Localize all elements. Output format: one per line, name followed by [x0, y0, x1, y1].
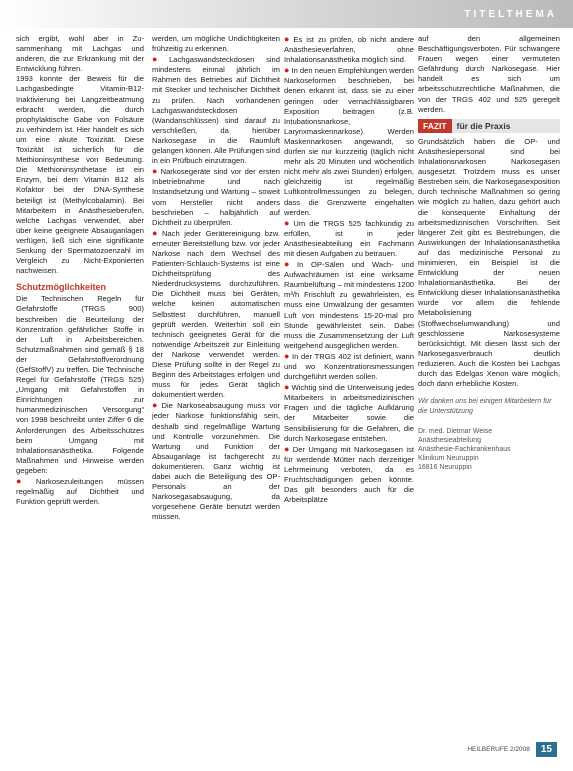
bullet-icon: ●: [16, 476, 34, 487]
bullet-icon: ●: [284, 259, 296, 270]
bullet-icon: ●: [152, 54, 168, 65]
acknowledgement: Wir danken uns bei einigen Mitarbeitern für die Unterstützung: [418, 398, 552, 416]
fazit-subtitle: für die Praxis: [452, 119, 560, 133]
bullet-icon: ●: [284, 443, 291, 454]
bullet-icon: ●: [284, 350, 291, 361]
bullet-icon: ●: [284, 65, 290, 76]
fazit-header: [418, 119, 560, 133]
column-2: [152, 34, 280, 734]
bullet-icon: ●: [152, 227, 160, 238]
column-1: [16, 34, 144, 734]
author-address: Dr. med. Dietmar Weise Anästhesieabteilung Anästhesie-Fachkrankenhaus Klinikum Neuruppin 16816 Neuruppin: [418, 428, 511, 472]
paragraph: 1993 konnte der Beweis für die Lachgasbedingte Vitamin-B12-Inaktivierung bei Langzeitbeatmung erbracht werden, die durch prophylaktische Gabe von Folsäure zu verhindern ist. Hier handelt es sich um eine akute Toxizität. Diese Toxizität ist sicherlich für die Methioninsynthese von Bedeutung. Die Methioninsynthetase ist ein Enzym, bei dem Vitamin B12 als Kofaktor bei der DNA-Synthese beteiligt ist (Methylcobalamin). Bei Mitarbeitern in Anästhesieberufen, welche Lachgas verwendet, aber über keine geeignete Absauganlagen verfügen, ließ sich eine signifikante Senkung der Spermatozoenzahl im Vergleich zu Nicht-Exponierten nachweisen.: [16, 74, 144, 276]
bullet-item: ● Die Narkoseabsaugung muss vor jeder Narkose funktionsfähig sein, deshalb sind regelmäßige Wartung und Kontrolle vorzunehmen. Die Wartung und Funktion der Absauganlage ist fachgerecht zu dokumentieren. Ganz wichtig ist dabei auch die Beteiligung des OP-Personals an der Narkosegasabsaugung, da vorgesehene Geräte benutzt werden müssen.: [152, 400, 280, 522]
subheading-schutz: Schutzmöglichkeiten: [16, 282, 107, 293]
bullet-item: ● In der TRGS 402 ist definiert, wann und wo Konzentrationsmessungen durchgeführt werden sollen.: [284, 350, 414, 382]
bullet-icon: ●: [152, 400, 160, 411]
paragraph: werden, um mögliche Undichtigkeiten frühzeitig zu erkennen.: [152, 34, 280, 54]
bullet-item: ● In den neuen Empfehlungen werden Narkoseformen beschrieben, bei denen erkannt ist, dass sie zu einer geringen oder vernachlässigbaren Exposition beitragen (z.B. Intubationsnarkose, Larynxmaskennarkose). Werden Maskennarkosen angewandt, so dürfen sie nur kurzzeitig (täglich nicht mehr als 20 Minuten und wöchentlich nicht mehr als zwei Stunden) erfolgen, gleichzeitig ist regelmäßig Luftkontrollmessungen zu belegen, dass die Grenzwerte eingehalten werden.: [284, 65, 414, 217]
paragraph: sich ergibt, wohl aber in Zu-sammenhang mit Lachgas und anderen, die zur Erkrankung mit der Entwicklung führen.: [16, 34, 144, 74]
bullet-icon: ●: [152, 166, 159, 177]
bullet-item: ● Wichtig sind die Unterweisung jedes Mitarbeiters in arbeitsmedizinischen Fragen und die tägliche Aufklärung der Mitarbeiter sowie die Sensibilisierung für die Gefahren, die durch Narkosegase entstehen.: [284, 382, 414, 443]
page-number: 15: [536, 742, 557, 757]
bullet-item: ● Es ist zu prüfen, ob nicht andere Anästhesieverfahren, ohne Inhalationsanästhetika möglich sind.: [284, 34, 414, 65]
bullet-item: ● Der Umgang mit Narkosegasen ist für werdende Mütter nach derzeitiger Lehrmeinung verboten, da es Fruchtschädigungen geben könnte. Das gilt besonders auch für die Arbeitsplätze: [284, 443, 414, 505]
fazit-label: FAZIT: [418, 119, 452, 133]
page-footer: [467, 742, 557, 757]
paragraph: auf den allgemeinen Beschäftigungsverboten. Für schwangere Frauen wegen einer vermuteten Gefährdung durch Narkosegase. Hier handelt es sich um arbeitsschutzrechtliche Maßnahmen, die von der TRGS 402 und 525 geregelt werden.: [418, 34, 560, 114]
bullet-item: ● Nach jeder Gerätereinigung bzw. erneuter Bereitstellung bzw. vor jeder Narkose nach dem Wechsel des Patienten-Schlauch-Systems ist eine Dichtheitsprüfung des Niederdrucksystems durchzuführen. Die Dichtheit muss bei Geräten, welche keinen automatischen Selbsttest durchführen, manuell geprüft werden. Weiterhin soll ein technisch geeignetes Gerät für die notwendige Arbeitszeit zur Einleitung der Narkose verwendet werden. Diese Prüfung sollte in der Regel zu Beginn des Arbeitstages erfolgen und muss für jedes Gerät täglich dokumentiert werden.: [152, 227, 280, 400]
journal-name: HEILBERUFE 2/2008: [467, 746, 530, 753]
bullet-item: ● In OP-Sälen und Wach- und Aufwachräumen ist eine wirksame Raumbelüftung – mit mindestens 1200 m³/h Frischluft zu gewährleisten, es muss eine Umwälzung der gesamten Luft von mindestens 15-20-mal pro Stunde gewährleistet sein. Dabei muss die Zusammensetzung der Luft weitgehend ausgeglichen werden.: [284, 259, 414, 350]
column-4: [418, 34, 560, 734]
paragraph: Die Technischen Regeln für Gefahrstoffe (TRGS 900) beschreiben die Beurteilung der Konzentration gefährlicher Stoffe in der Luft in Arbeitsbereichen. Schutzmaßnahmen sind gemäß § 18 der Gefahrstoffverordnung (GefStoffV) zu treffen. Die Technische Regel für Gefahrstoffe (TRGS 525) „Umgang mit Gefahrstoffen in Einrichtungen zur humanmedizinischen Versorgung“ von 1998 beschreibt unter Ziffer 6 die Anforderungen des Arbeitsschutzes beim Umgang mit Inhalationsanästhetika. Folgende Maßnahmen und Hinweise werden gegeben:: [16, 294, 144, 475]
column-3: [284, 34, 414, 734]
bullet-item: ● Lachgaswandsteckdosen sind mindestens einmal jährlich im Rahmen des Betriebes auf Dichtheit mit Stecker und technischer Dichtheit zu prüfen. Nach vorhandenen Lachgaswandsteckdosen (Wandanschlüssen) sind darauf zu verschließen, da hierüber Narkosegase in die Raumluft gelangen können. Alle Prüfungen sind in ein Prüfbuch einzutragen.: [152, 54, 280, 166]
paragraph: Grundsätzlich haben die OP- und Anästhesiepersonal sind bei Inhalationsnarkosen Narkosegasen ausgesetzt. Trotzdem muss es unser Bestreben sein, die Narkosegasexposition durch technische Maßnahmen so gering wie möglich zu halten, dazu gehört auch die konsequente Einhaltung der arbeitsmedizinischen Vorschriften. Seit längerer Zeit gibt es Bestrebungen, die Auswirkungen der Inhalationsanästhetika auf das medizinische Personal zu minimieren, ein Beispiel ist die Entwicklung der neuen Inhalationsanästhetika. Bei der Entwicklung dieser Inhalationsanästhetika wurde vor allem die fehlende Metabolisierung (Stoffwechselumwandlung) und geschlossene Narkosesysteme berücksichtigt. Mit diesen lässt sich der Narkosegasverbrauch deutlich reduzieren. Auch die Kosten bei Lachgas durch das Edelgas Xenon wäre möglich, doch dann erhebliche Kosten.: [418, 136, 560, 389]
bullet-icon: ●: [284, 34, 292, 44]
bullet-item: ● Narkosegeräte sind vor der ersten Inbetriebnahme und nach Instandsetzung und Wartung – soweit vom Hersteller nicht anders beschrieben – halbjährlich auf Dichtheit zu überprüfen.: [152, 166, 280, 227]
bullet-item: ● Um die TRGS 525 fachkundig zu erfüllen, ist in jeder Anästhesieabteilung ein Fachmann mit diesen Aufgaben zu betrauen.: [284, 217, 414, 258]
bullet-icon: ●: [284, 217, 292, 228]
bullet-icon: ●: [284, 382, 290, 393]
bullet-item: ● Narkosezuleitungen müssen regelmäßig auf Dichtheit und Funktion geprüft werden.: [16, 476, 144, 507]
header-bar: [0, 0, 573, 28]
section-title: TITELTHEMA: [464, 9, 557, 20]
